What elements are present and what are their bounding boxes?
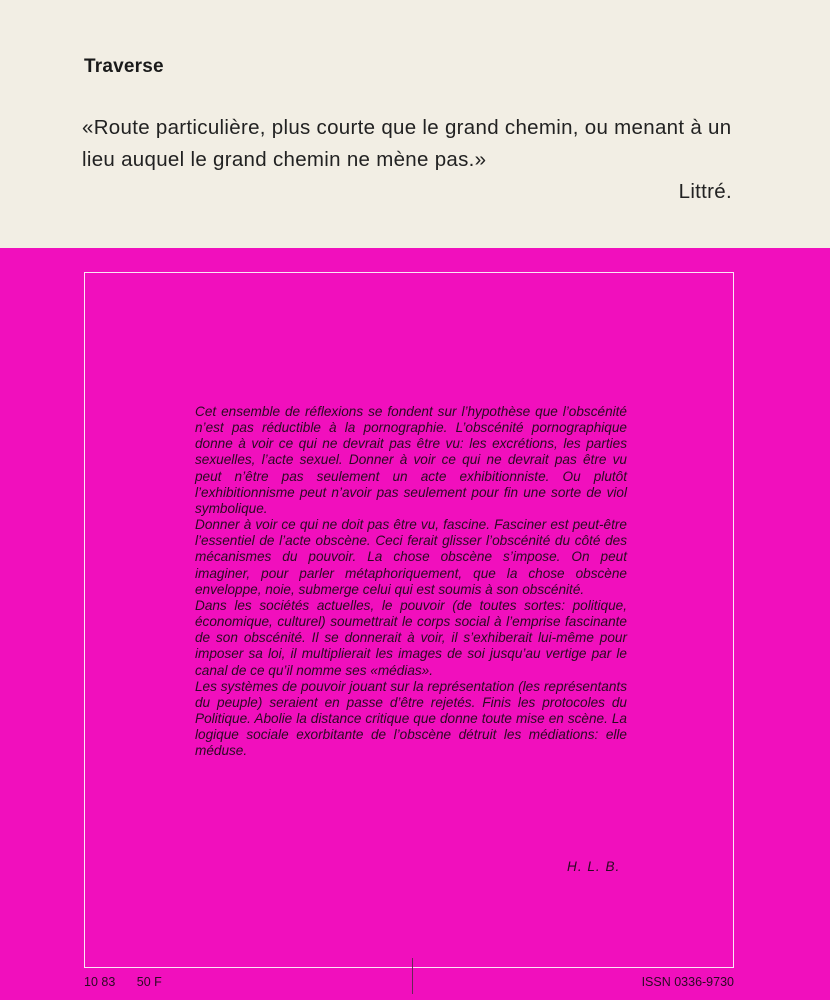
frame-border xyxy=(84,272,734,968)
blurb-paragraph: Les systèmes de pouvoir jouant sur la représentation (les représentants du peuple) seraient en passe d’être rejetés. Finis les protocoles du Politique. Abolie la distance critique que donne toute mise en scène. La logique sociale exorbitante de l’obscène détruit les médiations: elle méduse. xyxy=(195,678,627,759)
footer-left xyxy=(84,975,180,989)
back-cover-blurb xyxy=(195,404,627,759)
magenta-panel xyxy=(0,248,830,1000)
epigraph-author: Littré. xyxy=(678,180,732,203)
series-title: Traverse xyxy=(84,56,164,77)
blurb-paragraph: Dans les sociétés actuelles, le pouvoir (de toutes sortes: politique, économique, culturel) soumettrait le corps social à l’emprise fascinante de son obscénité. Il se donnerait à voir, il s’exhiberait lui-même pour imposer sa loi, il multiplierait les images de soi jusqu’au vertige par le canal de ce qu’il nomme ses «médias». xyxy=(195,597,627,678)
date-code: 10 83 xyxy=(84,975,116,989)
price: 50 F xyxy=(136,975,162,989)
epigraph-quote: «Route particulière, plus courte que le grand chemin, ou menant à un lieu auquel le grand chemin ne mène pas.» xyxy=(82,116,732,171)
spine-mark xyxy=(412,958,413,994)
blurb-paragraph: Donner à voir ce qui ne doit pas être vu, fascine. Fasciner est peut-être l’essentiel de l’acte obscène. Ceci ferait glisser l’obscénité du côté des mécanismes du pouvoir. La chose obscène s’impose. On peut imaginer, pour parler métaphoriquement, que la chose obscène enveloppe, noie, submerge celui qui est soumis à son obscénité. xyxy=(195,517,627,597)
issn: ISSN 0336-9730 xyxy=(641,975,734,989)
blurb-signature: H. L. B. xyxy=(567,859,621,874)
cover-top-section xyxy=(0,0,830,248)
blurb-paragraph: Cet ensemble de réflexions se fondent sur l’hypothèse que l’obscénité n’est pas réductible à la pornographie. L’obscénité pornographique donne à voir ce qui ne devrait pas être vu: les excrétions, les parties sexuelles, l’acte sexuel. Donner à voir ce qui ne devrait pas être vu peut n’être pas seulement un acte exhibitionniste. Ou plutôt l’exhibitionnisme peut n’avoir pas seulement pour fin une sorte de viol symbolique. xyxy=(195,404,627,516)
